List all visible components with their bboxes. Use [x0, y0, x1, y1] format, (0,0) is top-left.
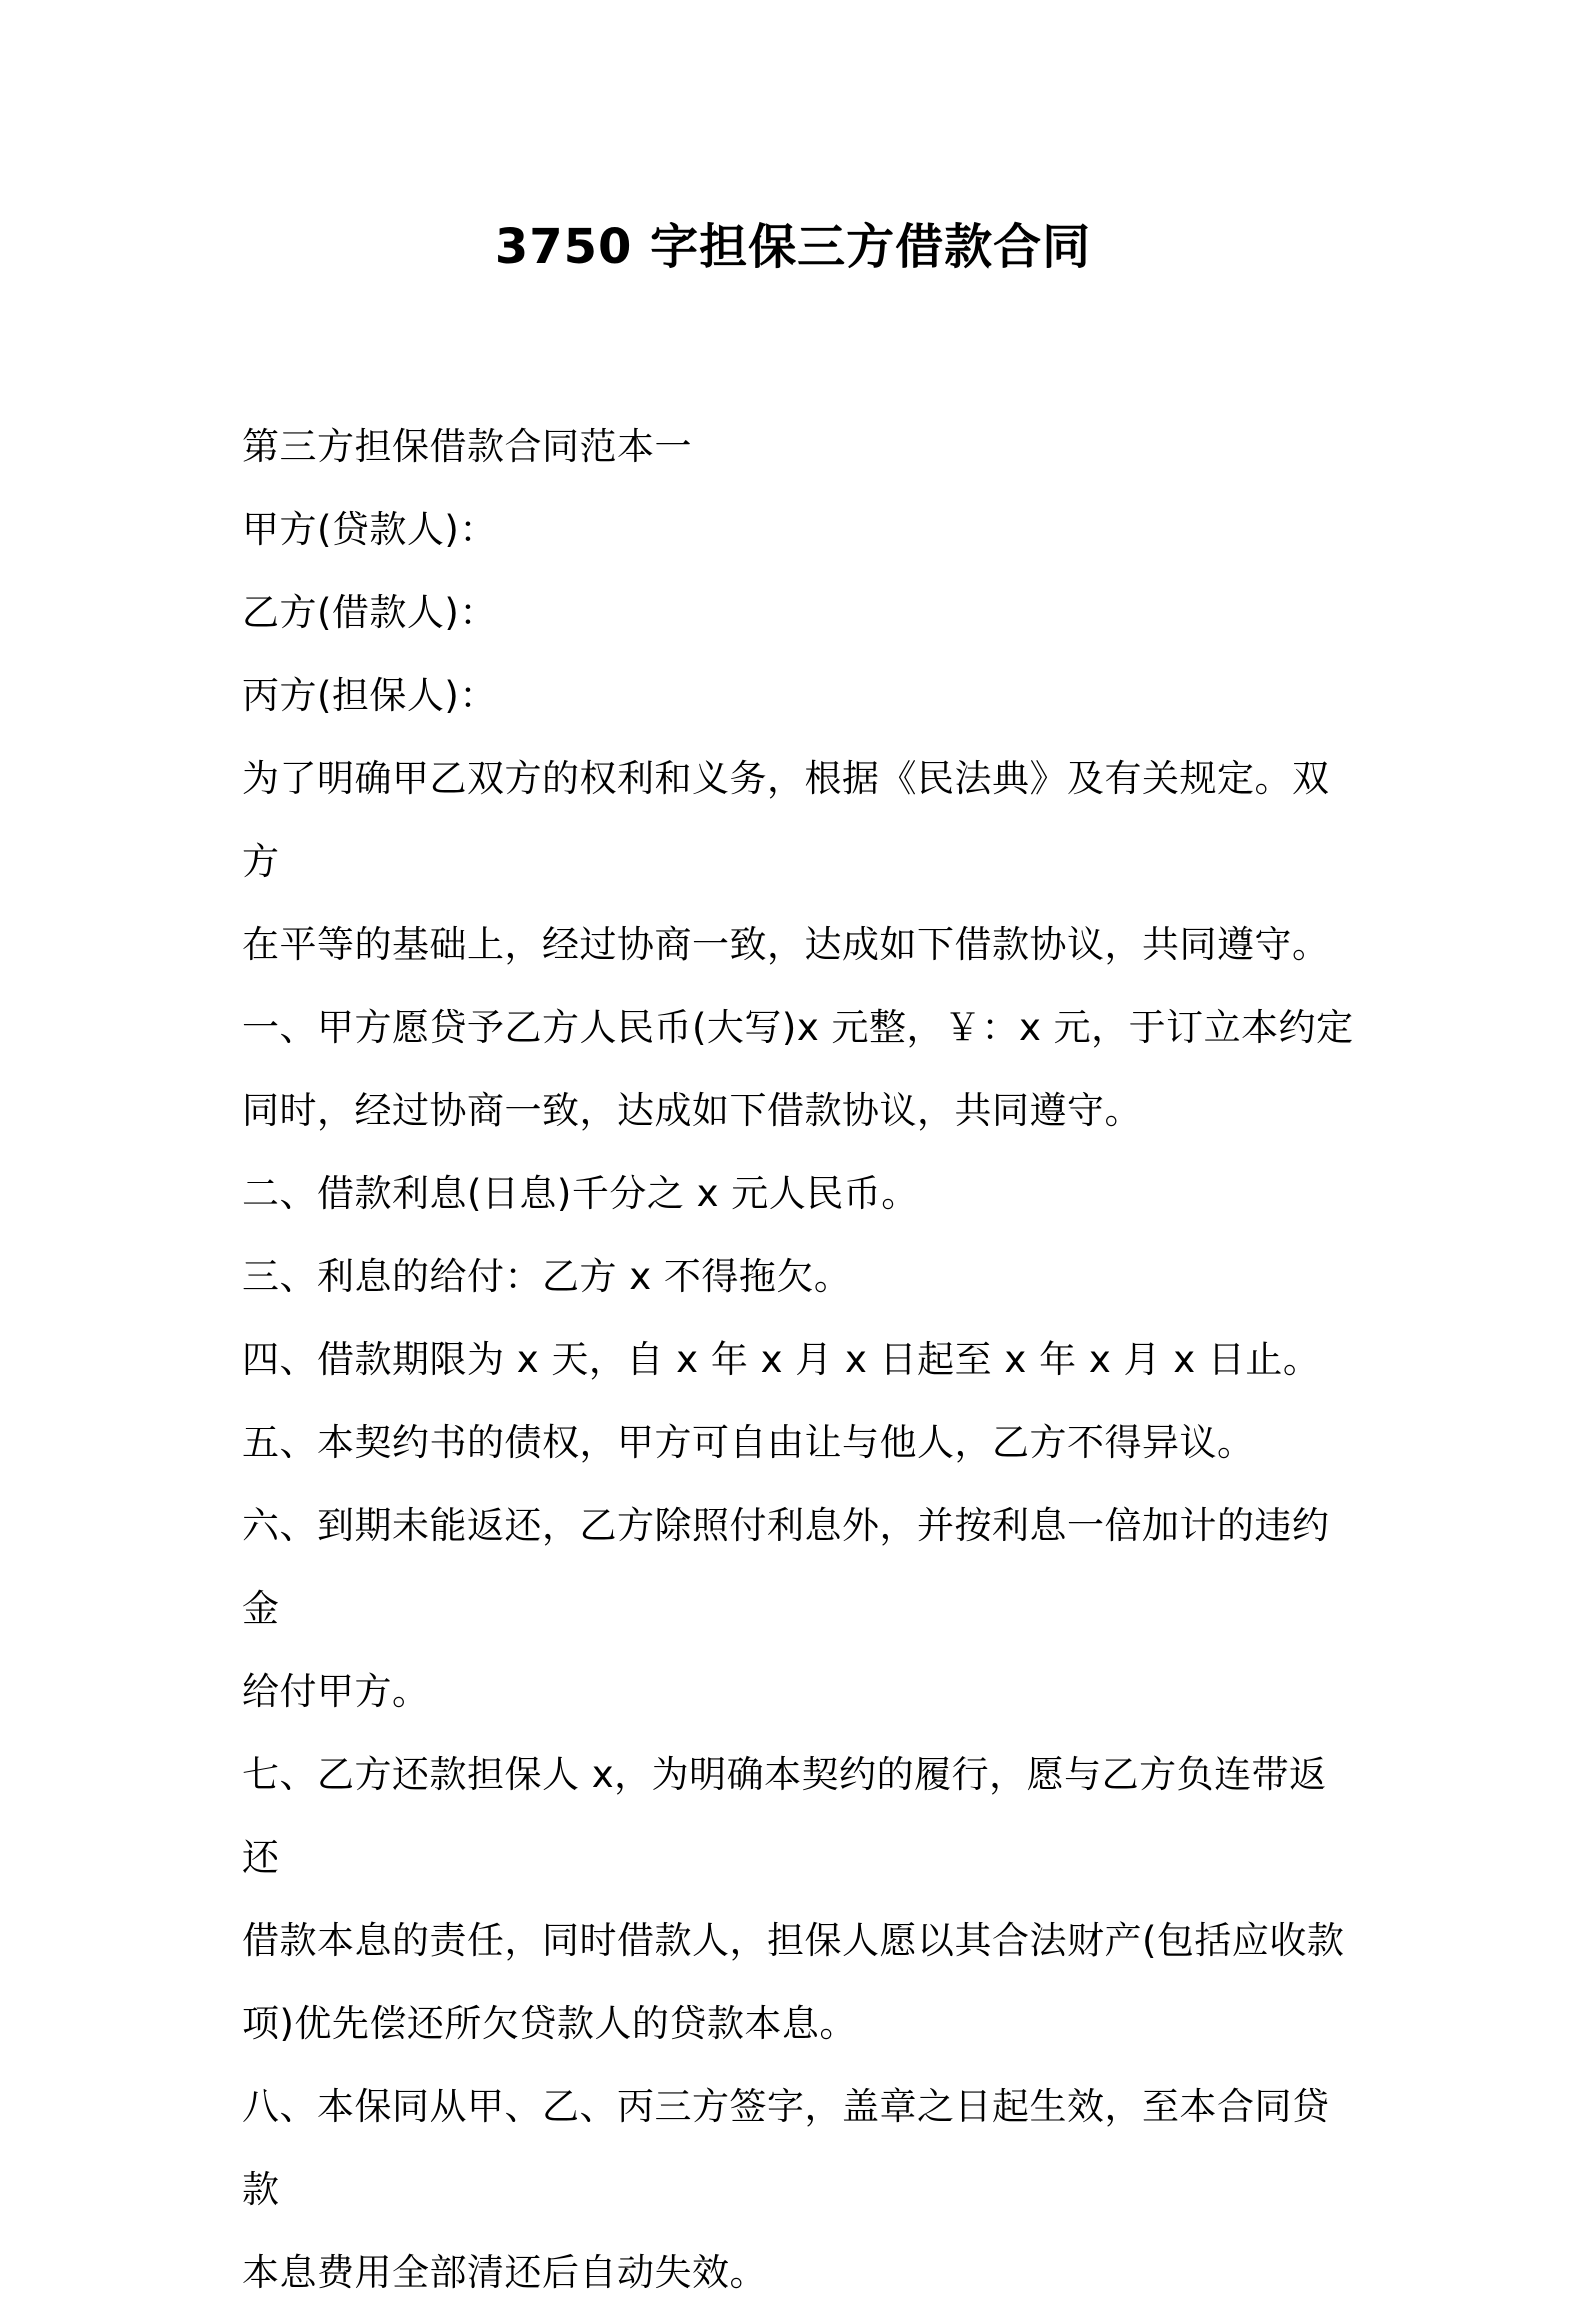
- body-line: 给付甲方。: [242, 1670, 430, 1713]
- body-line: 二、借款利息(日息)千分之 x 元人民币。: [242, 1172, 919, 1215]
- body-line: 七、乙方还款担保人 x，为明确本契约的履行，愿与乙方负连带返还: [242, 1753, 1327, 1879]
- body-line: 六、到期未能返还，乙方除照付利息外，并按利息一倍加计的违约金: [242, 1504, 1330, 1630]
- body-line: 八、本保同从甲、乙、丙三方签字，盖章之日起生效，至本合同贷款: [242, 2085, 1330, 2211]
- body-line: 本息费用全部清还后自动失效。: [242, 2251, 767, 2294]
- body-line: 甲方(贷款人)：: [242, 508, 497, 551]
- body-line: 一、甲方愿贷予乙方人民币(大写)x 元整，￥：x 元，于订立本约定: [242, 1006, 1354, 1049]
- body-line: 乙方(借款人)：: [242, 591, 497, 634]
- body-line: 四、借款期限为 x 天，自 x 年 x 月 x 日起至 x 年 x 月 x 日止。: [242, 1338, 1321, 1381]
- document-body: [242, 405, 1362, 2314]
- body-line: 借款本息的责任，同时借款人，担保人愿以其合法财产(包括应收款: [242, 1919, 1345, 1962]
- body-line: 丙方(担保人)：: [242, 674, 497, 717]
- body-line: 项)优先偿还所欠贷款人的贷款本息。: [242, 2002, 857, 2045]
- body-line: 同时，经过协商一致，达成如下借款协议，共同遵守。: [242, 1089, 1142, 1132]
- body-line: 第三方担保借款合同范本一: [242, 425, 692, 468]
- body-line: 五、本契约书的债权，甲方可自由让与他人，乙方不得异议。: [242, 1421, 1255, 1464]
- document-title: 3750 字担保三方借款合同: [494, 219, 1092, 275]
- body-line: 为了明确甲乙双方的权利和义务，根据《民法典》及有关规定。双方: [242, 757, 1330, 883]
- body-line: 在平等的基础上，经过协商一致，达成如下借款协议，共同遵守。: [242, 923, 1330, 966]
- body-line: 三、利息的给付：乙方 x 不得拖欠。: [242, 1255, 852, 1298]
